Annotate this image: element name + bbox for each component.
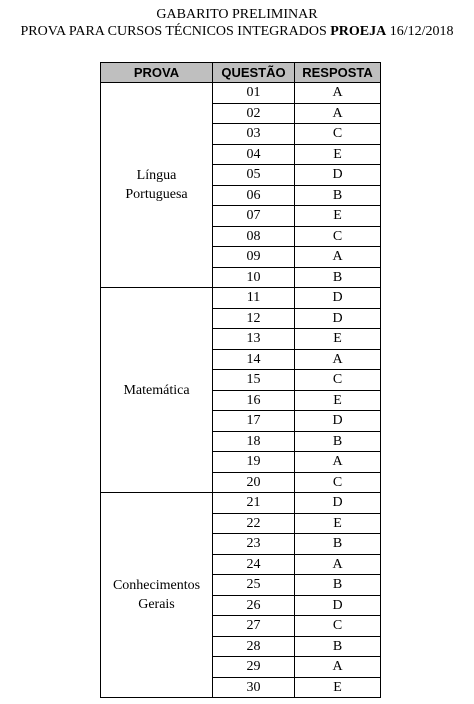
answer-cell: B [295,575,381,596]
question-number-cell: 11 [213,288,295,309]
question-number-cell: 04 [213,144,295,165]
question-number-cell: 29 [213,657,295,678]
answer-cell: D [295,288,381,309]
question-number-cell: 21 [213,493,295,514]
question-number-cell: 16 [213,390,295,411]
question-number-cell: 23 [213,534,295,555]
table-row [101,493,381,514]
question-number-cell: 18 [213,431,295,452]
answer-cell: C [295,370,381,391]
answer-cell: A [295,554,381,575]
answer-cell: B [295,636,381,657]
answer-cell: E [295,390,381,411]
question-number-cell: 28 [213,636,295,657]
answer-cell: D [295,411,381,432]
answer-cell: C [295,124,381,145]
table-row [101,83,381,104]
question-number-cell: 08 [213,226,295,247]
table-row [101,288,381,309]
question-number-cell: 09 [213,247,295,268]
question-number-cell: 30 [213,677,295,698]
subtitle-program: PROEJA [330,24,387,39]
subject-name-line: Matemática [123,382,190,398]
question-number-cell: 10 [213,267,295,288]
answer-cell: D [295,595,381,616]
answer-cell: C [295,472,381,493]
subject-cell [101,493,213,698]
answer-key-table [100,62,381,698]
answer-cell: E [295,206,381,227]
question-number-cell: 19 [213,452,295,473]
question-number-cell: 25 [213,575,295,596]
answer-cell: E [295,513,381,534]
question-number-cell: 27 [213,616,295,637]
document-subtitle [0,23,474,40]
answer-cell: A [295,83,381,104]
question-number-cell: 12 [213,308,295,329]
subtitle-text: PROVA PARA CURSOS TÉCNICOS INTEGRADOS [20,24,331,39]
subject-name-line: Portuguesa [125,187,188,202]
table-header-row [101,63,381,83]
answer-cell: E [295,329,381,350]
question-number-cell: 24 [213,554,295,575]
answer-cell: A [295,452,381,473]
question-number-cell: 15 [213,370,295,391]
question-number-cell: 01 [213,83,295,104]
subject-name-line: Conhecimentos [112,578,201,593]
answer-cell: B [295,267,381,288]
subject-cell [101,83,213,288]
answer-cell: A [295,247,381,268]
answer-cell: D [295,308,381,329]
answer-cell: D [295,493,381,514]
question-number-cell: 07 [213,206,295,227]
table-body [101,83,381,698]
answer-cell: A [295,657,381,678]
question-number-cell: 02 [213,103,295,124]
question-number-cell: 13 [213,329,295,350]
document-title: GABARITO PRELIMINAR [156,7,318,22]
answer-cell: C [295,226,381,247]
subtitle-date: 16/12/2018 [386,24,454,39]
answer-cell: B [295,185,381,206]
answer-cell: E [295,144,381,165]
document-header [0,6,474,40]
question-number-cell: 05 [213,165,295,186]
answer-cell: D [295,165,381,186]
column-header-resposta: RESPOSTA [295,63,381,83]
answer-cell: A [295,103,381,124]
subject-name-line: Gerais [138,597,175,612]
answer-cell: B [295,431,381,452]
answer-cell: E [295,677,381,698]
question-number-cell: 03 [213,124,295,145]
answer-cell: C [295,616,381,637]
question-number-cell: 14 [213,349,295,370]
column-header-questao: QUESTÃO [213,63,295,83]
subject-name-line: Língua [136,168,177,183]
question-number-cell: 06 [213,185,295,206]
answer-cell: A [295,349,381,370]
question-number-cell: 20 [213,472,295,493]
answer-cell: B [295,534,381,555]
question-number-cell: 22 [213,513,295,534]
subject-cell [101,288,213,493]
column-header-prova: PROVA [101,63,213,83]
question-number-cell: 17 [213,411,295,432]
question-number-cell: 26 [213,595,295,616]
